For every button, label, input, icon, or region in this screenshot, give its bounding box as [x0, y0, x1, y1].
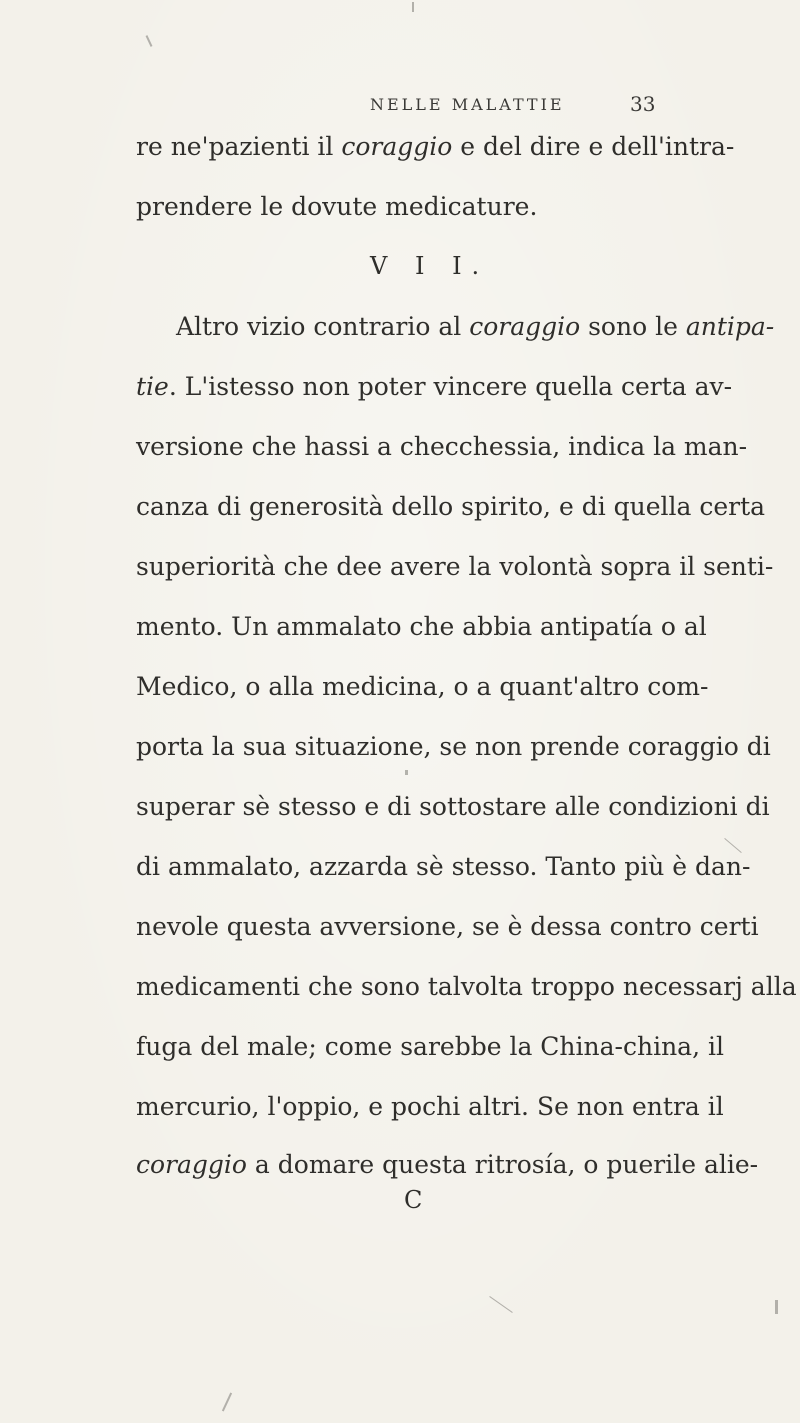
text-line [136, 552, 773, 582]
text-segment: canza di generosità dello spirito, e di quella certa [136, 492, 766, 521]
text-segment: mercurio, l'oppio, e pochi altri. Se non entra il [136, 1092, 724, 1121]
italic-term: coraggio [136, 1150, 247, 1179]
text-line [136, 192, 537, 222]
paper-speck [489, 1296, 513, 1313]
text-segment: . L'istesso non poter vincere quella certa av- [168, 372, 733, 401]
text-line [136, 672, 708, 702]
text-segment: Medico, o alla medicina, o a quant'altro com- [136, 672, 709, 701]
text-segment: versione che hassi a checchessia, indica la man- [136, 432, 748, 461]
text-segment: re ne'pazienti il [136, 132, 342, 161]
text-line [176, 312, 774, 342]
text-line [136, 912, 759, 942]
text-segment: e del dire e dell'intra- [452, 132, 735, 161]
text-line [136, 492, 765, 522]
text-line [136, 372, 732, 402]
signature-mark: C [404, 1186, 423, 1214]
text-line [136, 732, 771, 762]
paper-speck [405, 770, 408, 775]
text-line [136, 432, 747, 462]
text-segment: fuga del male; come sarebbe la China-china, il [136, 1032, 724, 1061]
paper-speck [412, 2, 414, 12]
italic-term: antipa- [685, 312, 775, 341]
text-segment: mento. Un ammalato che abbia antipatía o al [136, 612, 707, 641]
text-segment: nevole questa avversione, se è dessa contro certi [136, 912, 759, 941]
text-segment: porta la sua situazione, se non prende coraggio di [136, 732, 771, 761]
text-segment: sono le [580, 312, 686, 341]
text-line [136, 972, 797, 1002]
italic-term: tie [136, 372, 169, 401]
text-line [136, 852, 750, 882]
italic-term: coraggio [469, 312, 581, 341]
paper-speck [775, 1300, 778, 1314]
text-segment: superiorità che dee avere la volontà sopra il senti- [136, 552, 774, 581]
text-line [136, 1150, 758, 1180]
section-heading: V I I. [370, 252, 490, 280]
paper-speck [724, 838, 741, 853]
text-line [136, 132, 734, 162]
text-line [136, 1032, 724, 1062]
text-line [136, 612, 707, 642]
text-segment: superar sè stesso e di sottostare alle condizioni di [136, 792, 770, 821]
text-segment: a domare questa ritrosía, o puerile alie- [246, 1150, 759, 1179]
text-segment: prendere le dovute medicature. [136, 192, 538, 221]
text-segment: medicamenti che sono talvolta troppo necessarj alla [136, 972, 797, 1001]
page-number: 33 [630, 92, 656, 116]
paper-speck [146, 35, 153, 47]
text-line [136, 1092, 724, 1122]
italic-term: coraggio [341, 132, 453, 161]
paper-speck [222, 1393, 232, 1412]
running-head: NELLE MALATTIE [370, 95, 565, 114]
text-line [136, 792, 770, 822]
text-segment: di ammalato, azzarda sè stesso. Tanto più è dan- [136, 852, 751, 881]
text-segment: Altro vizio contrario al [176, 312, 470, 341]
